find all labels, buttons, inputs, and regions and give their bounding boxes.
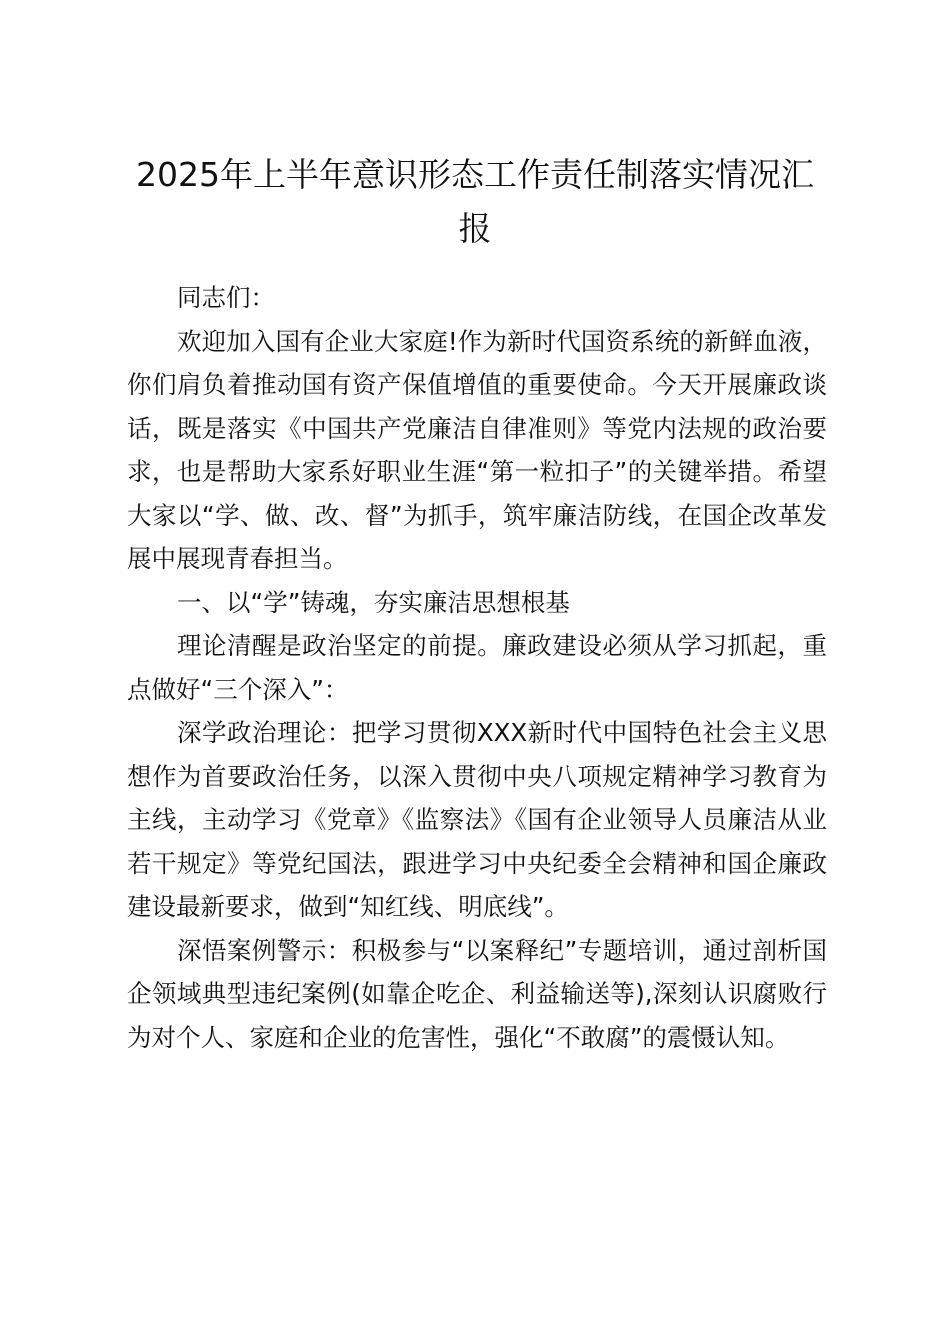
intro-paragraph: 欢迎加入国有企业大家庭!作为新时代国资系统的新鲜血液，你们肩负着推动国有资产保值增值的重要使命。今天开展廉政谈话，既是落实《中国共产党廉洁自律准则》等党内法规的政治要求，也是帮助大家系好职业生涯“第一粒扣子”的关键举措。希望大家以“学、做、改、督”为抓手，筑牢廉洁防线，在国企改革发展中展现青春担当。 bbox=[127, 326, 827, 573]
document-body bbox=[127, 276, 827, 1059]
body-paragraph: 理论清醒是政治坚定的前提。廉政建设必须从学习抓起，重点做好“三个深入”： bbox=[127, 631, 827, 704]
document-title: 2025年上半年意识形态工作责任制落实情况汇报 bbox=[136, 155, 814, 248]
section-heading: 一、以“学”铸魂，夯实廉洁思想根基 bbox=[177, 587, 570, 617]
salutation: 同志们： bbox=[177, 283, 275, 312]
body-paragraph: 深学政治理论：把学习贯彻XXX新时代中国特色社会主义思想作为首要政治任务，以深入贯彻中央八项规定精神学习教育为主线，主动学习《党章》《监察法》《国有企业领导人员廉洁从业若干规定》等党纪国法，跟进学习中央纪委全会精神和国企廉政建设最新要求，做到“知红线、明底线”。 bbox=[127, 718, 827, 921]
body-paragraph: 深悟案例警示：积极参与“以案释纪”专题培训，通过剖析国企领域典型违纪案例(如靠企吃企、利益输送等),深刻认识腐败行为对个人、家庭和企业的危害性，强化“不敢腐”的震慑认知。 bbox=[127, 935, 827, 1052]
